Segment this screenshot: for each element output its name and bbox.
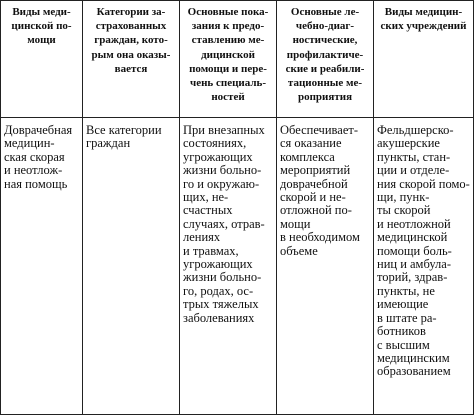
- cell-citizen-categories: Все категории граждан: [83, 118, 180, 415]
- cell-indications: При внезапных состояниях, угрожающих жизни больно- го и окружаю- щих, не- счастных случаях, отрав- лениях и травмах, угрожающих жизни больно- го, родах, ос- трых тяжелых заболеваниях: [180, 118, 277, 415]
- cell-measures: Обеспечивает- ся оказание комплекса мероприятий доврачебной скорой и не- отложной по- мощи в необходимом объеме: [277, 118, 374, 415]
- header-cell-care-type: Виды меди- цинской по- мощи: [1, 1, 83, 118]
- header-cell-institutions: Виды медицин- ских учреждений: [374, 1, 474, 118]
- table-row: [1, 118, 474, 415]
- header-cell-citizen-categories: Категории за- страхованных граждан, кото- рым она оказы- вается: [83, 1, 180, 118]
- header-cell-measures: Основные ле- чебно-диаг- ностические, профилактиче- ские и реабили- тационные ме- роприятия: [277, 1, 374, 118]
- cell-institutions: Фельдшерско- акушерские пункты, стан- ции и отделе- ния скорой помо- щи, пунк- ты скорой и неотложной медицинской помощи боль- ниц и амбула- торий, здрав- пункты, не имеющие в штате ра- ботников с высшим медицинским образованием: [374, 118, 474, 415]
- header-row: [1, 1, 474, 118]
- header-cell-indications: Основные пока- зания к предо- ставлению ме- дицинской помощи и пере- чень специаль- ностей: [180, 1, 277, 118]
- cell-care-type: Доврачебная медицин- ская скорая и неотлож- ная помощь: [1, 118, 83, 415]
